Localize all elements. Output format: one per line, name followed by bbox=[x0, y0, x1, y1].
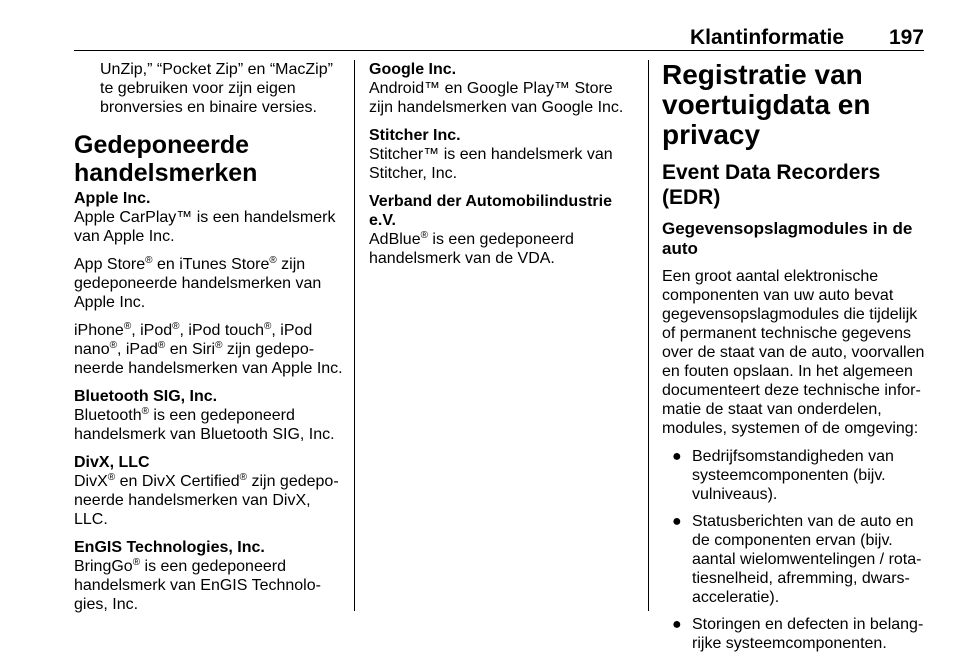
subheading-storage: Gegevensopslagmodules in de auto bbox=[662, 219, 913, 258]
bullet-icon: ● bbox=[672, 616, 682, 633]
page-header bbox=[74, 26, 924, 50]
apple-block bbox=[74, 189, 346, 246]
vda-block: Verband der Automobilindustrie e.V. AdBlue® is een gedeponeerd handelsmerk van de VDA. bbox=[369, 192, 641, 268]
engis-label: EnGIS Technologies, Inc. bbox=[74, 539, 265, 556]
stitcher-text: Stitcher™ is een handelsmerk van Stitcher, Inc. bbox=[369, 146, 613, 182]
list-item: ● Storingen en defecten in belangrijke systeemcomponenten. bbox=[672, 616, 924, 652]
column-2 bbox=[369, 60, 641, 277]
subheading-edr: Event Data Recorders (EDR) bbox=[662, 161, 881, 209]
section-title: Klantinformatie bbox=[689, 26, 844, 49]
engis-block: EnGIS Technologies, Inc. BringGo® is een gedeponeerd handelsmerk van EnGIS Technologies, Inc. bbox=[74, 538, 346, 614]
stitcher-block bbox=[369, 126, 641, 183]
google-label: Google Inc. bbox=[369, 61, 457, 78]
bullet-icon: ● bbox=[672, 448, 682, 465]
intro-paragraph: UnZip,” “Pocket Zip” en “MacZip” te gebruiken voor zijn eigen bronversies en binaire versies. bbox=[100, 61, 333, 116]
column-divider-1 bbox=[354, 60, 355, 611]
list-item: ● Bedrijfsomstandigheden van systeemcomponenten (bijv. vulniveaus). bbox=[672, 448, 894, 503]
header-rule bbox=[74, 50, 924, 51]
chapter-heading: Registratie van voertuigdata en privacy bbox=[662, 59, 871, 150]
body-paragraph: Een groot aantal elektronische componenten van uw auto bevat gegevensopslagmodules die tijdelijk of permanent technische gegevens over de staat van de auto, voorvallen en fouten opslaan. In het algemeen documenteert deze technische informatie de staat van onderdelen, modules, systemen of de omgeving: bbox=[662, 268, 925, 437]
section-heading-trademarks: Gedeponeerde handelsmerken bbox=[74, 131, 258, 187]
bluetooth-label: Bluetooth SIG, Inc. bbox=[74, 388, 218, 405]
column-divider-2 bbox=[648, 60, 649, 611]
column-3 bbox=[662, 60, 927, 661]
bullet-icon: ● bbox=[672, 513, 682, 530]
list-item: ● Statusberichten van de auto en de componenten ervan (bijv. aantal wielomwentelingen / rotatiesnelheid, afremming, dwarsacceleratie). bbox=[672, 513, 922, 606]
bullet-list bbox=[662, 447, 927, 653]
google-block bbox=[369, 60, 641, 117]
bluetooth-block: Bluetooth SIG, Inc. Bluetooth® is een gedeponeerd handelsmerk van Bluetooth SIG, Inc. bbox=[74, 387, 346, 444]
page-number: 197 bbox=[888, 26, 924, 49]
divx-block: DivX, LLC DivX® en DivX Certified® zijn gedeponeerde handelsmerken van DivX, LLC. bbox=[74, 453, 346, 529]
vda-label: Verband der Automobilindustrie e.V. bbox=[369, 193, 612, 229]
google-text: Android™ en Google Play™ Store zijn handelsmerken van Google Inc. bbox=[369, 80, 624, 116]
column-1 bbox=[74, 60, 346, 623]
stitcher-label: Stitcher Inc. bbox=[369, 127, 461, 144]
apple-label: Apple Inc. bbox=[74, 190, 151, 207]
divx-label: DivX, LLC bbox=[74, 454, 150, 471]
apple-text-2: App Store® en iTunes Store® zijn gedeponeerde handelsmerken van Apple Inc. bbox=[74, 255, 322, 311]
apple-text-3: iPhone®, iPod®, iPod touch®, iPod nano®, iPad® en Siri® zijn gedeponeerde handelsmerken van Apple Inc. bbox=[74, 321, 343, 377]
apple-text-1: Apple CarPlay™ is een handelsmerk van Apple Inc. bbox=[74, 209, 336, 245]
